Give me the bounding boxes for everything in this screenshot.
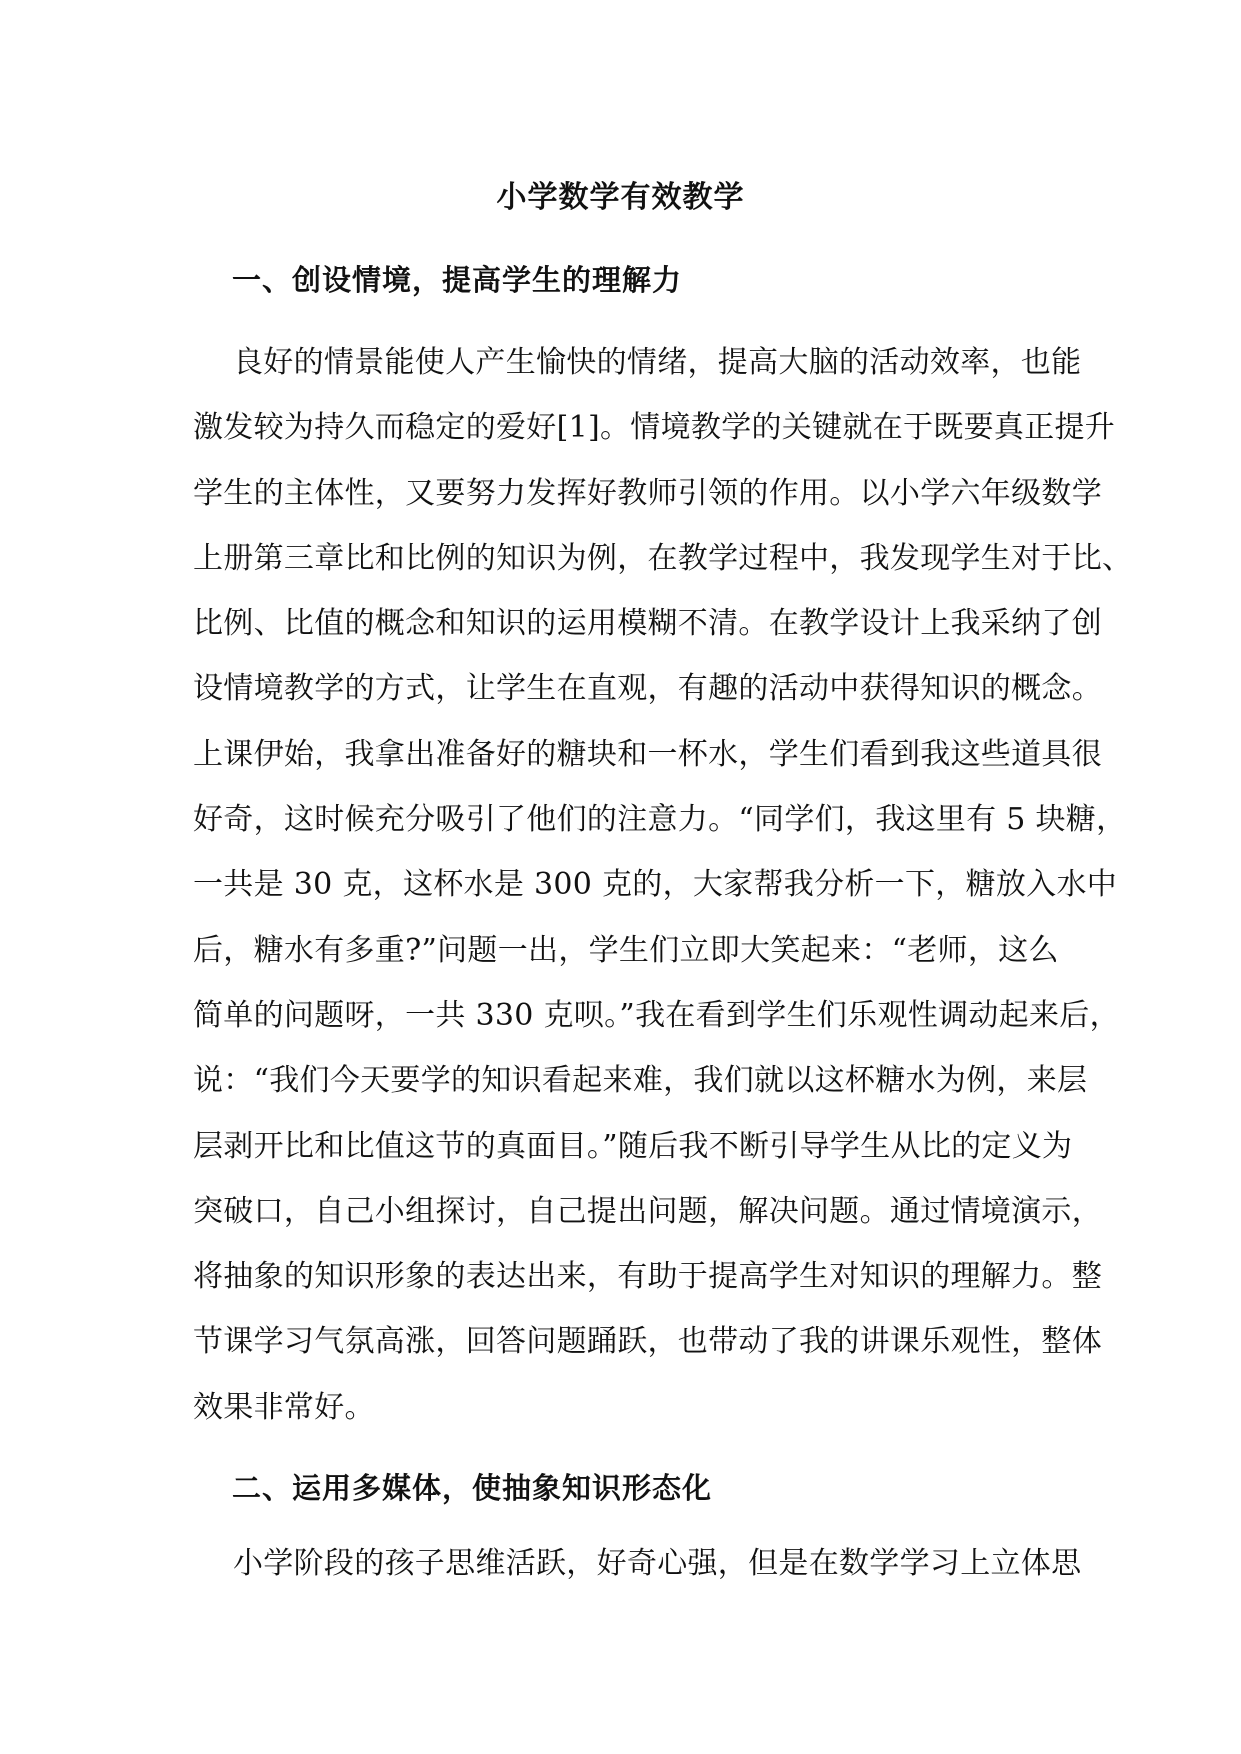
paragraph-line: 激发较为持久而稳定的爱好[1]。情境教学的关键就在于既要真正提升 (193, 410, 1116, 446)
paragraph-line: 上课伊始，我拿出准备好的糖块和一杯水，学生们看到我这些道具很 (193, 736, 1102, 772)
section-heading-2: 二、运用多媒体，使抽象知识形态化 (232, 1471, 713, 1505)
paragraph-line: 节课学习气氛高涨，回答问题踊跃，也带动了我的讲课乐观性，整体 (193, 1324, 1102, 1360)
section-1-paragraph (193, 330, 1133, 1440)
paragraph-line: 效果非常好。 (193, 1389, 375, 1425)
paragraph-line: 良好的情景能使人产生愉快的情绪，提高大脑的活动效率，也能 (233, 345, 1082, 380)
paragraph-line: 一共是 30 克，这杯水是 300 克的，大家帮我分析一下，糖放入水中 (193, 867, 1118, 903)
paragraph-line: 层剥开比和比值这节的真面目。”随后我不断引导学生从比的定义为 (193, 1128, 1073, 1164)
paragraph-line: 说：“我们今天要学的知识看起来难，我们就以这杯糖水为例，来层 (193, 1063, 1088, 1099)
paragraph-line: 简单的问题呀，一共 330 克呗。”我在看到学生们乐观性调动起来后， (193, 997, 1120, 1033)
paragraph-line: 上册第三章比和比例的知识为例，在教学过程中，我发现学生对于比、 (193, 540, 1133, 576)
paragraph-line: 后，糖水有多重?”问题一出，学生们立即大笑起来：“老师，这么 (193, 932, 1059, 968)
paragraph-line: 突破口，自己小组探讨，自己提出问题，解决问题。通过情境演示， (193, 1193, 1102, 1229)
paragraph-line: 将抽象的知识形象的表达出来，有助于提高学生对知识的理解力。整 (193, 1259, 1102, 1295)
paragraph-line: 好奇，这时候充分吸引了他们的注意力。“同学们，我这里有 5 块糖， (193, 802, 1127, 838)
paragraph-line: 学生的主体性，又要努力发挥好教师引领的作用。以小学六年级数学 (193, 475, 1102, 511)
section-heading-1: 一、创设情境，提高学生的理解力 (232, 263, 683, 297)
paragraph-line: 设情境教学的方式，让学生在直观，有趣的活动中获得知识的概念。 (193, 671, 1102, 707)
document-title: 小学数学有效教学 (496, 180, 745, 215)
paragraph-line: 比例、比值的概念和知识的运用模糊不清。在教学设计上我采纳了创 (193, 606, 1102, 642)
section-2-paragraph (193, 1531, 1082, 1596)
paragraph-line: 小学阶段的孩子思维活跃，好奇心强，但是在数学学习上立体思 (233, 1546, 1082, 1581)
